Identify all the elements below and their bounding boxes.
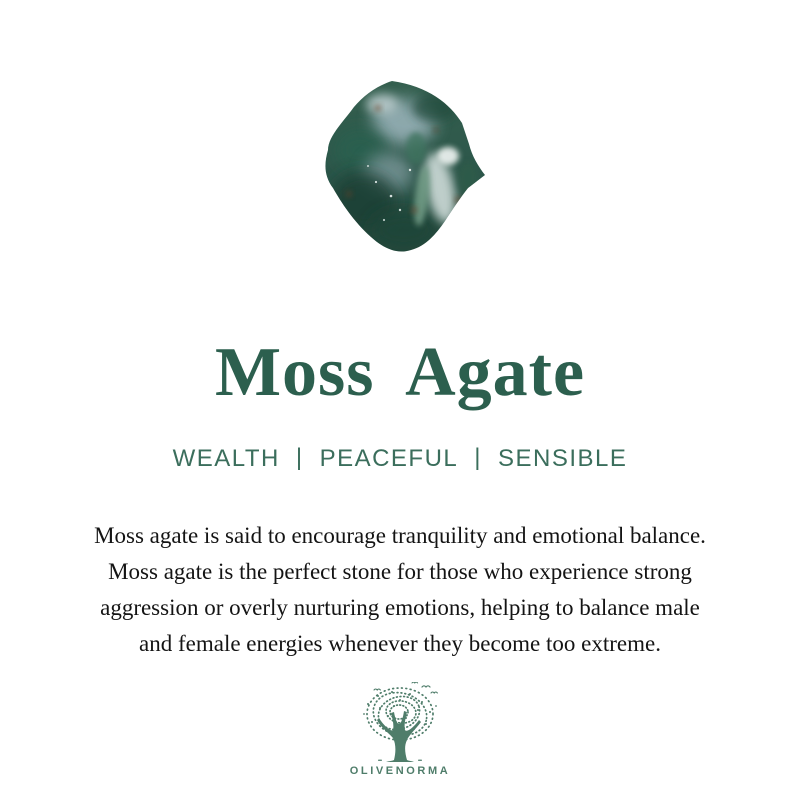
description-line: Moss agate is the perfect stone for those who experience strong xyxy=(108,559,692,584)
page-title: Moss Agate xyxy=(214,334,586,411)
trait-divider: | xyxy=(295,444,304,471)
trait-wealth: WEALTH xyxy=(172,445,280,472)
olive-tree-with-birds-icon xyxy=(348,682,452,762)
description-line: Moss agate is said to encourage tranquility and emotional balance. xyxy=(94,523,706,548)
trait-peaceful: PEACEFUL xyxy=(319,445,459,472)
description-line: and female energies whenever they become too extreme. xyxy=(139,631,661,656)
brand-logo xyxy=(0,682,800,777)
traits-row xyxy=(0,446,800,472)
stone-image xyxy=(318,78,492,262)
description-line: aggression or overly nurturing emotions, helping to balance male xyxy=(100,595,700,620)
brand-name: OLIVENORMA xyxy=(349,765,451,777)
description-paragraph xyxy=(40,518,760,662)
trait-sensible: SENSIBLE xyxy=(498,445,628,472)
trait-divider: | xyxy=(474,444,482,471)
moss-agate-stone-icon xyxy=(318,78,492,262)
